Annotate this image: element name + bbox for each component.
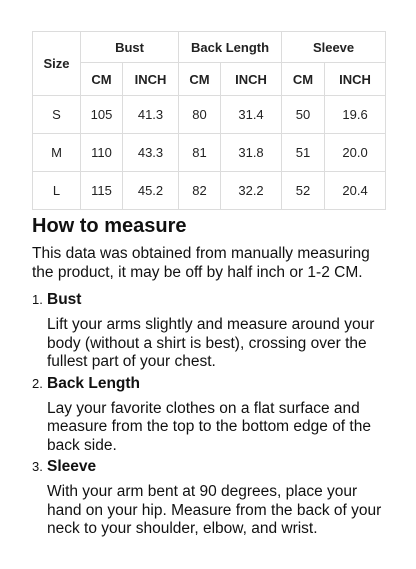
- list-item: [32, 375, 394, 456]
- step-description: With your arm bent at 90 degrees, place your hand on your hip. Measure from the back of your neck to your shoulder, elbow, and wrist.: [47, 483, 382, 537]
- back-length-inch-header: INCH: [221, 63, 282, 96]
- step-heading: [32, 375, 394, 397]
- list-item: [32, 291, 394, 372]
- bust-cm-header: CM: [81, 63, 123, 96]
- bust-cm-cell: 110: [81, 134, 123, 172]
- sleeve-cm-cell: 50: [282, 96, 325, 134]
- table-row: [33, 96, 386, 134]
- back-length-cm-cell: 81: [179, 134, 221, 172]
- step-number: 2.: [32, 375, 43, 391]
- back-length-cm-header: CM: [179, 63, 221, 96]
- sleeve-cm-header: CM: [282, 63, 325, 96]
- back-length-cm-cell: 82: [179, 172, 221, 210]
- back-length-inch-cell: 32.2: [221, 172, 282, 210]
- how-to-measure-title: How to measure: [32, 215, 187, 237]
- sleeve-inch-cell: 20.4: [325, 172, 386, 210]
- step-heading: [32, 291, 394, 313]
- size-chart-table: [32, 31, 386, 210]
- sleeve-inch-cell: 19.6: [325, 96, 386, 134]
- sleeve-inch-cell: 20.0: [325, 134, 386, 172]
- table-group-header-row: [33, 32, 386, 63]
- bust-inch-header: INCH: [123, 63, 179, 96]
- step-number: 1.: [32, 292, 43, 307]
- bust-cm-cell: 105: [81, 96, 123, 134]
- bust-inch-cell: 41.3: [123, 96, 179, 134]
- step-heading: [32, 458, 394, 480]
- size-column-header: Size: [33, 32, 81, 96]
- table-row: [33, 134, 386, 172]
- back-length-cm-cell: 80: [179, 96, 221, 134]
- bust-cm-cell: 115: [81, 172, 123, 210]
- bust-group-header: Bust: [81, 32, 179, 63]
- back-length-group-header: Back Length: [179, 32, 282, 63]
- back-length-inch-cell: 31.4: [221, 96, 282, 134]
- table-unit-header-row: [33, 63, 386, 96]
- sleeve-cm-cell: 52: [282, 172, 325, 210]
- step-description: Lift your arms slightly and measure around your body (without a shirt is best), crossing over the fullest part of your chest.: [47, 316, 375, 370]
- step-title: Sleeve: [47, 458, 97, 475]
- measurement-disclaimer: This data was obtained from manually measuring the product, it may be off by half inch or 1-2 CM.: [32, 245, 370, 281]
- step-title: Back Length: [47, 374, 141, 392]
- size-cell: M: [33, 134, 81, 172]
- size-cell: L: [33, 172, 81, 210]
- bust-inch-cell: 45.2: [123, 172, 179, 210]
- bust-inch-cell: 43.3: [123, 134, 179, 172]
- table-row: [33, 172, 386, 210]
- size-cell: S: [33, 96, 81, 134]
- sleeve-inch-header: INCH: [325, 63, 386, 96]
- sleeve-group-header: Sleeve: [282, 32, 386, 63]
- sleeve-cm-cell: 51: [282, 134, 325, 172]
- step-number: 3.: [32, 459, 43, 474]
- list-item: [32, 458, 394, 539]
- measurement-steps-list: [32, 291, 394, 542]
- step-description: Lay your favorite clothes on a flat surface and measure from the top to the bottom edge of the back side.: [47, 399, 371, 454]
- back-length-inch-cell: 31.8: [221, 134, 282, 172]
- step-title: Bust: [47, 291, 82, 308]
